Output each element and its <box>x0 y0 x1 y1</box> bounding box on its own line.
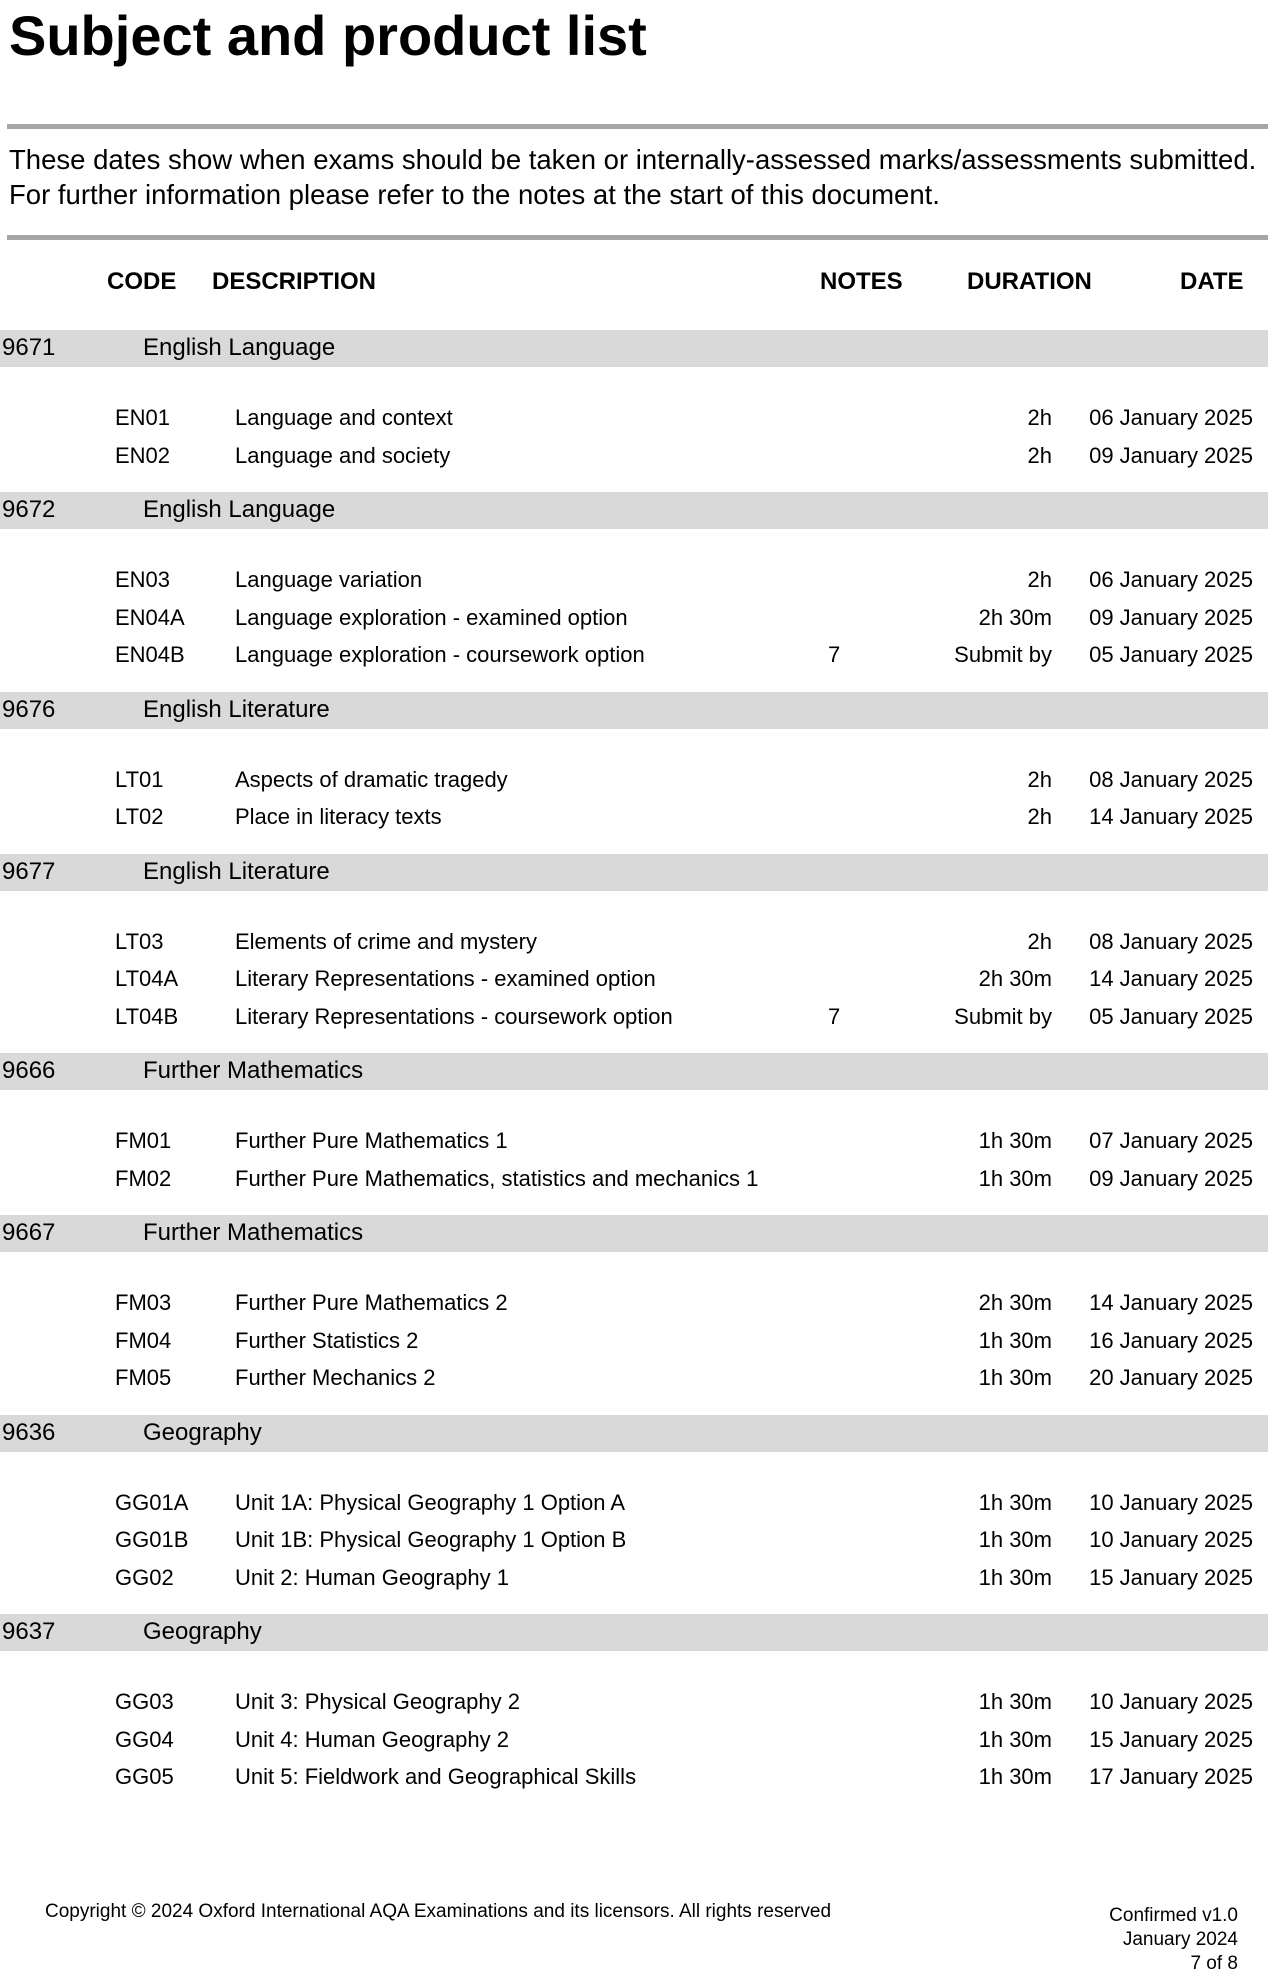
subject-gap <box>0 1198 1280 1215</box>
subject-gap <box>0 1597 1280 1614</box>
component-description: Language variation <box>235 567 423 592</box>
subject-code: 9676 <box>2 695 56 723</box>
component-description: Literary Representations - coursework option <box>235 1003 673 1029</box>
component-row <box>0 1161 1280 1199</box>
component-description: Further Pure Mathematics 2 <box>235 1290 508 1315</box>
subject-gap <box>0 1036 1280 1053</box>
component-description: Unit 3: Physical Geography 2 <box>235 1689 520 1714</box>
component-code: LT02 <box>115 804 164 829</box>
component-date: 10 January 2025 <box>1089 1689 1253 1714</box>
component-row <box>0 1684 1280 1722</box>
component-description: Unit 2: Human Geography 1 <box>235 1564 509 1590</box>
subject-spacer <box>0 1252 1280 1285</box>
component-date: 15 January 2025 <box>1089 1726 1253 1752</box>
component-duration: 2h <box>1027 567 1052 592</box>
component-description: Literary Representations - examined option <box>235 966 656 991</box>
column-header-date: DATE <box>1180 268 1244 295</box>
component-code: GG03 <box>115 1689 174 1714</box>
component-code: EN04A <box>115 604 185 630</box>
document-status <box>1109 1904 1238 1976</box>
component-duration: 1h 30m <box>978 1128 1052 1153</box>
component-duration: 2h 30m <box>978 966 1052 991</box>
subject-header <box>0 854 1268 891</box>
header-divider <box>7 235 1268 240</box>
subject-code: 9666 <box>2 1057 56 1084</box>
component-date: 05 January 2025 <box>1089 642 1253 667</box>
subject-name: Further Mathematics <box>143 1057 364 1084</box>
component-code: FM05 <box>115 1365 172 1390</box>
component-description: Language and context <box>235 405 453 430</box>
component-code: FM03 <box>115 1290 172 1315</box>
component-duration: 2h <box>1027 442 1052 468</box>
component-code: GG04 <box>115 1726 174 1752</box>
component-row <box>0 924 1280 962</box>
component-date: 08 January 2025 <box>1089 928 1253 954</box>
subject-header <box>0 492 1268 529</box>
component-code: LT03 <box>115 928 164 954</box>
subject-code: 9637 <box>2 1618 56 1645</box>
subject-code: 9672 <box>2 496 56 523</box>
subject-name: Geography <box>143 1418 262 1446</box>
component-code: GG01B <box>115 1527 189 1552</box>
component-date: 14 January 2025 <box>1089 804 1253 829</box>
subject-group <box>0 1053 1280 1215</box>
component-code: EN04B <box>115 642 185 667</box>
subject-spacer <box>0 1651 1280 1684</box>
subject-spacer <box>0 529 1280 562</box>
component-duration: 1h 30m <box>978 1489 1052 1515</box>
subject-header <box>0 1614 1268 1651</box>
component-duration: 2h <box>1027 405 1052 430</box>
subject-group <box>0 1415 1280 1615</box>
component-notes: 7 <box>828 1003 841 1029</box>
component-row <box>0 1323 1280 1361</box>
component-description: Place in literacy texts <box>235 804 442 829</box>
subject-name: English Language <box>143 334 336 361</box>
column-header-description: DESCRIPTION <box>212 268 377 295</box>
component-row <box>0 562 1280 600</box>
component-row <box>0 799 1280 837</box>
subject-code: 9636 <box>2 1418 56 1446</box>
copyright-notice: Copyright © 2024 Oxford International AQA Examinations and its licensors. All rights reserved <box>45 1901 832 1922</box>
component-code: LT04B <box>115 1003 179 1029</box>
component-description: Unit 4: Human Geography 2 <box>235 1726 509 1752</box>
component-code: GG05 <box>115 1764 174 1789</box>
component-duration: Submit by <box>954 1003 1052 1029</box>
component-description: Aspects of dramatic tragedy <box>235 766 508 792</box>
component-date: 14 January 2025 <box>1089 966 1253 991</box>
subject-gap <box>0 837 1280 854</box>
component-date: 09 January 2025 <box>1089 1165 1253 1191</box>
subject-code: 9667 <box>2 1219 56 1246</box>
subject-header <box>0 1415 1268 1452</box>
component-description: Unit 5: Fieldwork and Geographical Skills <box>235 1764 637 1789</box>
subject-name: Geography <box>143 1618 262 1645</box>
component-description: Elements of crime and mystery <box>235 928 537 954</box>
component-duration: Submit by <box>954 642 1052 667</box>
component-duration: 2h <box>1027 766 1052 792</box>
component-row <box>0 999 1280 1037</box>
component-code: EN02 <box>115 442 171 468</box>
component-date: 16 January 2025 <box>1089 1327 1253 1353</box>
column-header-notes: NOTES <box>820 268 903 295</box>
subject-header <box>0 692 1268 729</box>
component-code: LT04A <box>115 966 179 991</box>
component-row <box>0 1759 1280 1797</box>
component-duration: 1h 30m <box>978 1327 1052 1353</box>
subject-gap <box>0 1797 1280 1814</box>
component-date: 10 January 2025 <box>1089 1489 1253 1515</box>
component-row <box>0 1485 1280 1523</box>
component-date: 10 January 2025 <box>1089 1527 1253 1552</box>
component-date: 06 January 2025 <box>1089 567 1253 592</box>
component-row <box>0 1560 1280 1598</box>
component-code: LT01 <box>115 766 164 792</box>
column-header-duration: DURATION <box>967 268 1092 295</box>
subject-header <box>0 330 1268 367</box>
component-description: Unit 1B: Physical Geography 1 Option B <box>235 1527 627 1552</box>
version-status: Confirmed v1.0 <box>1109 1905 1238 1926</box>
component-row <box>0 961 1280 999</box>
component-date: 20 January 2025 <box>1089 1365 1253 1390</box>
component-date: 05 January 2025 <box>1089 1003 1253 1029</box>
component-date: 07 January 2025 <box>1089 1128 1253 1153</box>
page-title: Subject and product list <box>9 4 647 67</box>
subject-group <box>0 492 1280 692</box>
component-row <box>0 1522 1280 1560</box>
component-duration: 1h 30m <box>978 1564 1052 1590</box>
component-code: GG02 <box>115 1564 174 1590</box>
subject-name: English Literature <box>143 695 330 723</box>
edition-date: January 2024 <box>1122 1929 1238 1950</box>
subject-group <box>0 854 1280 1054</box>
component-description: Further Statistics 2 <box>235 1327 419 1353</box>
component-code: GG01A <box>115 1489 189 1515</box>
subject-group <box>0 1614 1280 1814</box>
subject-name: English Literature <box>143 857 330 885</box>
component-row <box>0 1722 1280 1760</box>
component-description: Language and society <box>235 442 451 468</box>
component-description: Further Pure Mathematics 1 <box>235 1128 508 1153</box>
component-row <box>0 1123 1280 1161</box>
subject-gap <box>0 675 1280 692</box>
subject-header <box>0 1215 1268 1252</box>
top-divider <box>7 124 1268 129</box>
subject-gap <box>0 1398 1280 1415</box>
component-row <box>0 762 1280 800</box>
component-description: Language exploration - examined option <box>235 604 628 630</box>
subject-spacer <box>0 729 1280 762</box>
component-date: 08 January 2025 <box>1089 766 1253 792</box>
component-duration: 2h 30m <box>978 1290 1052 1315</box>
component-duration: 2h <box>1027 804 1052 829</box>
component-date: 06 January 2025 <box>1089 405 1253 430</box>
subject-spacer <box>0 1452 1280 1485</box>
subject-group <box>0 1215 1280 1415</box>
component-code: FM01 <box>115 1128 172 1153</box>
component-row <box>0 400 1280 438</box>
component-duration: 2h 30m <box>978 604 1052 630</box>
subject-spacer <box>0 367 1280 400</box>
component-description: Further Mechanics 2 <box>235 1365 436 1390</box>
subject-name: English Language <box>143 496 336 523</box>
component-duration: 2h <box>1027 928 1052 954</box>
component-row <box>0 438 1280 476</box>
component-description: Unit 1A: Physical Geography 1 Option A <box>235 1489 626 1515</box>
component-notes: 7 <box>828 642 841 667</box>
component-code: FM04 <box>115 1327 172 1353</box>
component-row <box>0 600 1280 638</box>
component-date: 09 January 2025 <box>1089 604 1253 630</box>
intro-text: These dates show when exams should be taken or internally-assessed marks/assessments submitted. For further information please refer to the notes at the start of this document. <box>9 144 1257 210</box>
component-date: 17 January 2025 <box>1089 1764 1253 1789</box>
subject-spacer <box>0 891 1280 924</box>
subject-code: 9671 <box>2 334 56 361</box>
component-date: 14 January 2025 <box>1089 1290 1253 1315</box>
subject-gap <box>0 475 1280 492</box>
component-row <box>0 1285 1280 1323</box>
page-number: 7 of 8 <box>1190 1953 1238 1974</box>
subject-name: Further Mathematics <box>143 1219 364 1246</box>
component-code: FM02 <box>115 1165 172 1191</box>
column-header-code: CODE <box>107 268 177 295</box>
component-row <box>0 637 1280 675</box>
subject-group <box>0 330 1280 492</box>
subject-spacer <box>0 1090 1280 1123</box>
component-duration: 1h 30m <box>978 1165 1052 1191</box>
component-description: Further Pure Mathematics, statistics and mechanics 1 <box>235 1165 759 1191</box>
component-date: 09 January 2025 <box>1089 442 1253 468</box>
component-duration: 1h 30m <box>978 1527 1052 1552</box>
component-duration: 1h 30m <box>978 1689 1052 1714</box>
subject-list <box>0 330 1280 1814</box>
component-code: EN03 <box>115 567 171 592</box>
component-duration: 1h 30m <box>978 1764 1052 1789</box>
component-row <box>0 1360 1280 1398</box>
component-description: Language exploration - coursework option <box>235 642 645 667</box>
component-date: 15 January 2025 <box>1089 1564 1253 1590</box>
component-duration: 1h 30m <box>978 1365 1052 1390</box>
subject-code: 9677 <box>2 857 56 885</box>
component-code: EN01 <box>115 405 171 430</box>
subject-header <box>0 1053 1268 1090</box>
subject-group <box>0 692 1280 854</box>
component-duration: 1h 30m <box>978 1726 1052 1752</box>
